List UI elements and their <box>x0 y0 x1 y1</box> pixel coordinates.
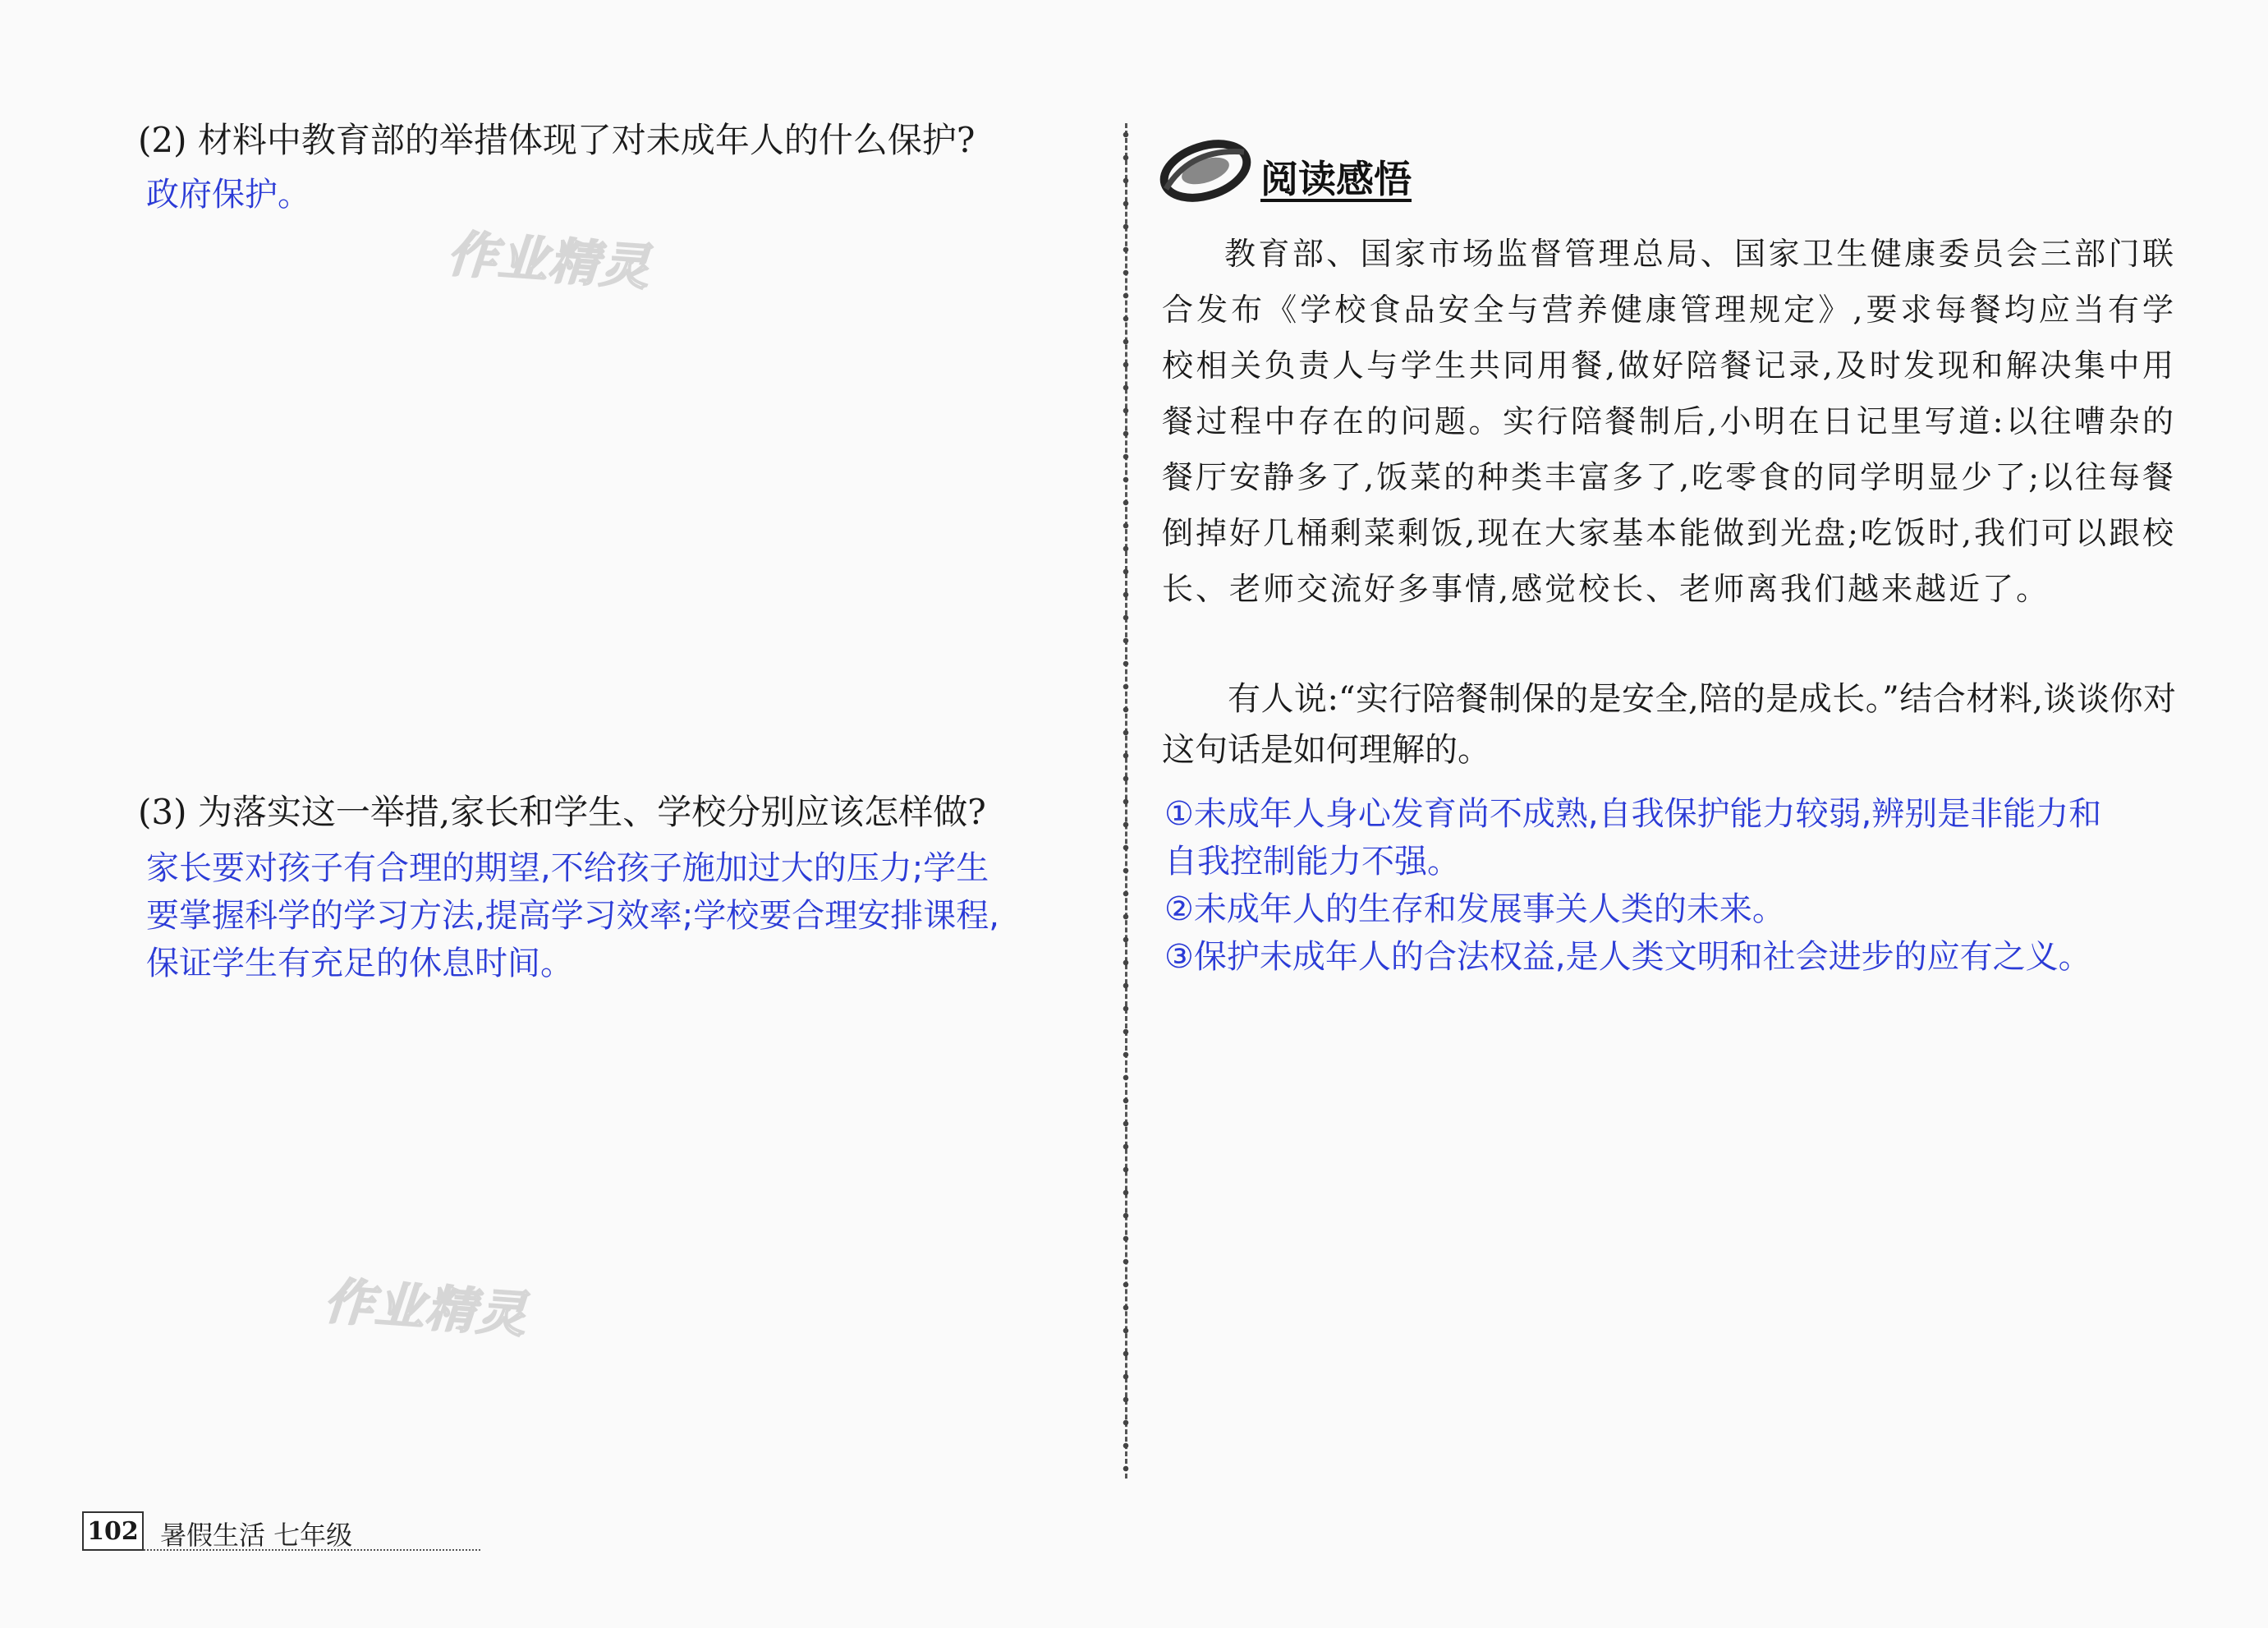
section-header <box>1158 131 1421 205</box>
passage-text: 教育部、国家市场监督管理总局、国家卫生健康委员会三部门联合发布《学校食品安全与营养健康管理规定》,要求每餐均应当有学校相关负责人与学生共同用餐,做好陪餐记录,及时发现和解决集中用餐过程中存在的问题。实行陪餐制后,小明在日记里写道:以往嘈杂的餐厅安静多了,饭菜的种类丰富多了,吃零食的同学明显少了;以往每餐倒掉好几桶剩菜剩饭,现在大家基本能做到光盘;吃饭时,我们可以跟校长、老师交流好多事情,感觉校长、老师离我们越来越近了。 <box>1162 236 2176 607</box>
watermark-bottom: 作业精灵 <box>322 1272 530 1345</box>
footer-dotted-line <box>144 1549 480 1551</box>
answer-3-line-2: 要掌握科学的学习方法,提高学习效率;学校要合理安排课程, <box>146 897 999 935</box>
reading-answer-line-3: ②未成年人的生存和发展事关人类的未来。 <box>1164 890 1785 928</box>
question-2: (2) 材料中教育部的举措体现了对未成年人的什么保护? <box>138 120 976 160</box>
answer-3-line-3: 保证学生有充足的休息时间。 <box>146 945 573 982</box>
prompt-text: 有人说:“实行陪餐制保的是安全,陪的是成长。”结合材料,谈谈你对这句话是如何理解的。 <box>1162 680 2176 769</box>
reading-answer-line-2: 自我控制能力不强。 <box>1164 843 1460 881</box>
book-title: 暑假生活 七年级 <box>160 1520 353 1551</box>
reading-prompt <box>1162 674 2176 775</box>
column-divider-dots <box>1115 123 1136 1479</box>
question-3: (3) 为落实这一举措,家长和学生、学校分别应该怎样做? <box>138 792 986 832</box>
answer-3 <box>146 844 1090 987</box>
reading-answer-line-4: ③保护未成年人的合法权益,是人类文明和社会进步的应有之义。 <box>1164 938 2091 976</box>
reading-swirl-icon <box>1158 131 1256 205</box>
reading-answer <box>1164 790 2183 981</box>
page-number: 102 <box>82 1511 144 1551</box>
reading-answer-line-1: ①未成年人身心发育尚不成熟,自我保护能力较弱,辨别是非能力和 <box>1164 795 2102 833</box>
answer-2-text: 政府保护。 <box>146 176 310 214</box>
reading-passage <box>1162 226 2176 617</box>
answer-3-line-1: 家长要对孩子有合理的期望,不给孩子施加过大的压力;学生 <box>146 849 989 887</box>
answer-2 <box>146 171 1090 218</box>
section-title: 阅读感悟 <box>1260 157 1412 201</box>
watermark-top: 作业精灵 <box>445 225 653 297</box>
